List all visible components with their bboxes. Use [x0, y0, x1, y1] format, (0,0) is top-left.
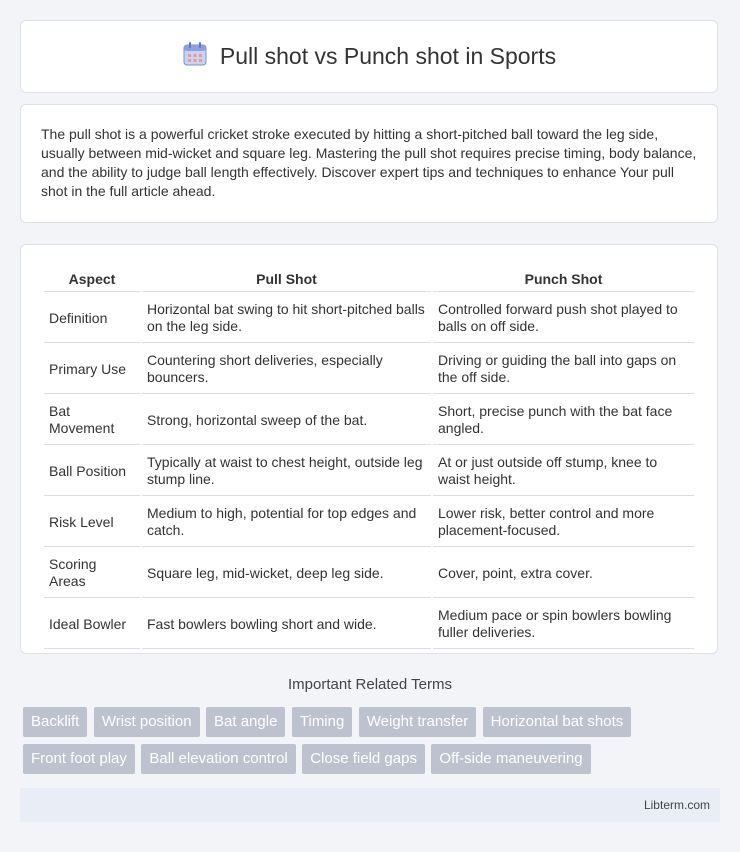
- punch-shot-cell: Lower risk, better control and more placement-focused.: [433, 498, 694, 547]
- related-term-tag[interactable]: Close field gaps: [302, 744, 425, 774]
- aspect-cell: Definition: [44, 294, 140, 343]
- table-row: [44, 498, 694, 547]
- table-header-row: [44, 269, 694, 292]
- aspect-cell: Bat Movement: [44, 396, 140, 445]
- related-term-tag[interactable]: Backlift: [23, 707, 87, 737]
- punch-shot-cell: Controlled forward push shot played to balls on off side.: [433, 294, 694, 343]
- pull-shot-cell: Typically at waist to chest height, outside leg stump line.: [142, 447, 431, 496]
- aspect-cell: Risk Level: [44, 498, 140, 547]
- related-term-tag[interactable]: Front foot play: [23, 744, 135, 774]
- related-term-tag[interactable]: Ball elevation control: [141, 744, 295, 774]
- comparison-card: [20, 244, 718, 654]
- punch-shot-cell: Short, precise punch with the bat face angled.: [433, 396, 694, 445]
- table-row: [44, 549, 694, 598]
- pull-shot-cell: Fast bowlers bowling short and wide.: [142, 600, 431, 649]
- related-term-tag[interactable]: Wrist position: [94, 707, 200, 737]
- pull-shot-cell: Countering short deliveries, especially bouncers.: [142, 345, 431, 394]
- related-term-tag[interactable]: Weight transfer: [359, 707, 476, 737]
- intro-card: [20, 104, 718, 223]
- footer: [20, 788, 720, 822]
- related-term-tag[interactable]: Horizontal bat shots: [483, 707, 632, 737]
- header-card: [20, 20, 718, 93]
- aspect-cell: Ideal Bowler: [44, 600, 140, 649]
- related-term-tag[interactable]: Off-side maneuvering: [431, 744, 590, 774]
- page-title: Pull shot vs Punch shot in Sports: [219, 43, 557, 69]
- punch-shot-cell: At or just outside off stump, knee to waist height.: [433, 447, 694, 496]
- table-row: [44, 345, 694, 394]
- pull-shot-cell: Strong, horizontal sweep of the bat.: [142, 396, 431, 445]
- punch-shot-cell: Medium pace or spin bowlers bowling fuller deliveries.: [433, 600, 694, 649]
- related-term-tag[interactable]: Bat angle: [206, 707, 285, 737]
- table-row: [44, 600, 694, 649]
- related-term-tag[interactable]: Timing: [292, 707, 352, 737]
- comparison-table: [42, 267, 696, 651]
- pull-shot-cell: Horizontal bat swing to hit short-pitched balls on the leg side.: [142, 294, 431, 343]
- table-row: [44, 294, 694, 343]
- table-row: [44, 447, 694, 496]
- column-header-pull-shot: Pull Shot: [142, 269, 431, 292]
- footer-brand-link[interactable]: Libterm.com: [643, 798, 710, 812]
- related-terms-title: Important Related Terms: [288, 676, 452, 693]
- aspect-cell: Ball Position: [44, 447, 140, 496]
- column-header-aspect: Aspect: [44, 269, 140, 292]
- aspect-cell: Primary Use: [44, 345, 140, 394]
- table-row: [44, 396, 694, 445]
- aspect-cell: Scoring Areas: [44, 549, 140, 598]
- intro-text: The pull shot is a powerful cricket stroke executed by hitting a short-pitched ball toward the leg side, usually between mid-wicket and square leg. Mastering the pull shot requires precise timing, body balance, and the ability to judge ball length effectively. Discover expert tips and techniques to enhance Your pull shot in the full article ahead.: [41, 126, 697, 199]
- punch-shot-cell: Driving or guiding the ball into gaps on the off side.: [433, 345, 694, 394]
- column-header-punch-shot: Punch Shot: [433, 269, 694, 292]
- calendar-icon: [182, 41, 208, 72]
- pull-shot-cell: Square leg, mid-wicket, deep leg side.: [142, 549, 431, 598]
- related-terms-list: [23, 707, 723, 781]
- pull-shot-cell: Medium to high, potential for top edges and catch.: [142, 498, 431, 547]
- punch-shot-cell: Cover, point, extra cover.: [433, 549, 694, 598]
